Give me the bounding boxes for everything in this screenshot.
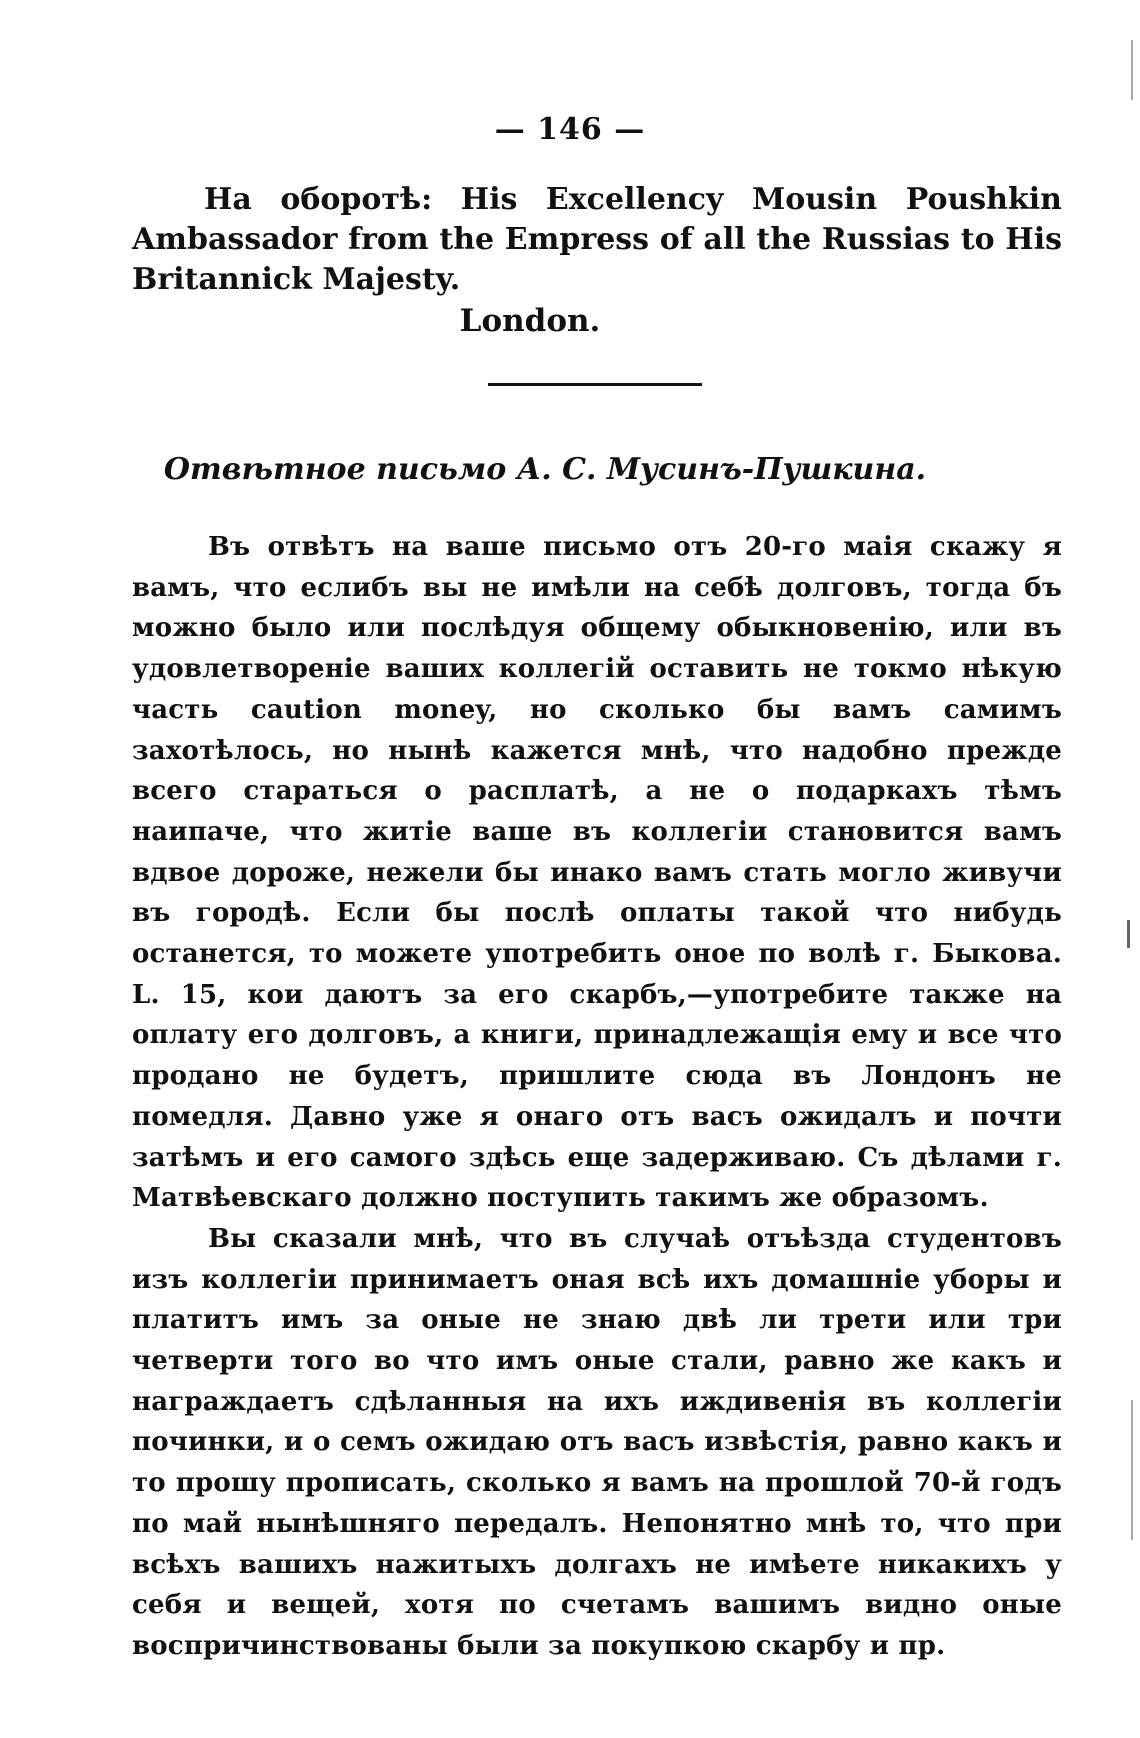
envelope-address: На оборотѣ: His Excellency Mousin Poushkin Ambassador from the Empress of all the Russias to His Britannick Majesty. (132, 182, 1062, 297)
scan-edge-mark (1127, 920, 1130, 948)
scan-edge-mark (1131, 1400, 1133, 1540)
page-number: — 146 — (494, 112, 646, 147)
section-divider (488, 383, 702, 386)
letter-paragraph: Вы сказали мнѣ, что въ случаѣ отъѣзда студентовъ изъ коллегіи принимаетъ оная всѣ ихъ домашніе уборы и платитъ имъ за оные не знаю двѣ ли трети или три четверти того во что имъ оные стали, равно же какъ и награждаетъ сдѣланныя на ихъ иждивенія въ коллегіи починки, и о семъ ожидаю отъ васъ извѣстія, равно какъ и то прошу прописать, сколько я вамъ на прошлой 70-й годъ по май нынѣшняго передалъ. Непонятно мнѣ то, что при всѣхъ вашихъ нажитыхъ долгахъ не имѣете никакихъ у себя и вещей, хотя по счетамъ вашимъ видно оные воспричинствованы были за покупкою скарбу и пр. (132, 1223, 1062, 1661)
letter-heading: Отвѣтное письмо А. С. Мусинъ-Пушкина. (163, 452, 927, 487)
scan-edge-mark (1131, 40, 1133, 100)
letter-paragraph: Въ отвѣтъ на ваше письмо отъ 20-го маія скажу я вамъ, что еслибъ вы не имѣли на себѣ долговъ, тогда бъ можно было или послѣдуя общему обыкновенію, или въ удовлетвореніе ваших коллегій оставить не токмо нѣкую часть caution money, но сколько бы вамъ самимъ захотѣлось, но нынѣ кажется мнѣ, что надобно прежде всего стараться о расплатѣ, а не о подаркахъ тѣмъ наипаче, что житіе ваше въ коллегіи становится вамъ вдвое дороже, нежели бы инако вамъ стать могло живучи въ городѣ. Если бы послѣ оплаты такой что нибудь останется, то можете употребить оное по волѣ г. Быкова. L. 15, кои даютъ за его скарбъ,—употребите также на оплату его долговъ, а книги, принадлежащія ему и все что продано не будетъ, пришлите сюда въ Лондонъ не помедля. Давно уже я онаго отъ васъ ожидалъ и почти затѣмъ и его самого здѣсь еще задерживаю. Съ дѣлами г. Матвѣевскаго должно поступить такимъ же образомъ. (132, 532, 1062, 1214)
letter-body (132, 527, 1062, 1667)
address-city: London. (459, 303, 601, 339)
